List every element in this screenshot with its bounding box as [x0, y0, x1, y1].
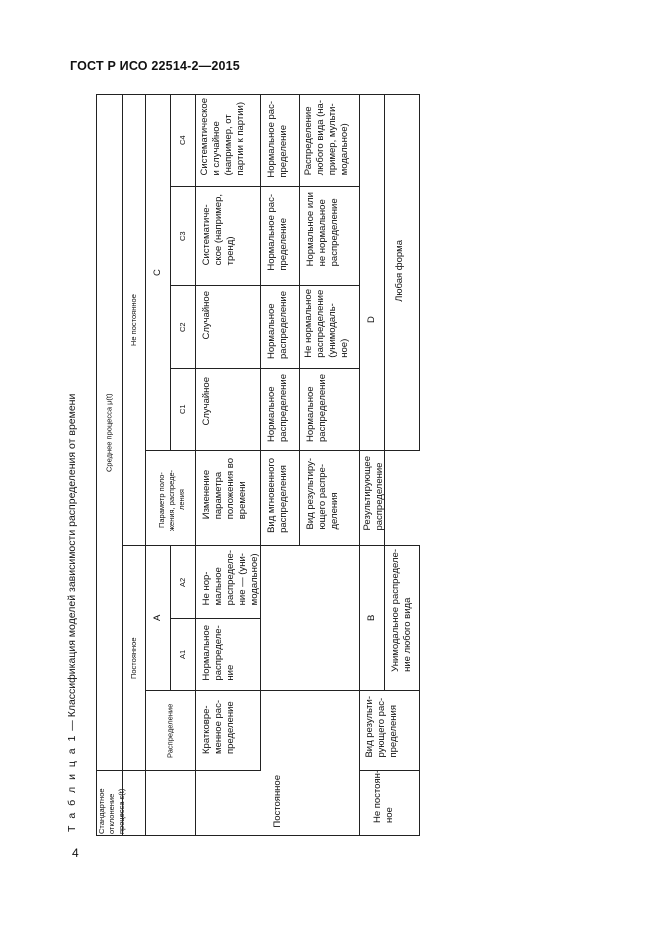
- mean-header: Среднее процесса μ(t): [104, 393, 114, 472]
- not-constant-header: Не постоянное: [129, 294, 138, 346]
- a1-short-value: Нормальное распределе- ние: [201, 625, 236, 681]
- c1-label: C1: [178, 404, 187, 415]
- short-term-label: Кратковре- менное рас- пределение: [201, 700, 236, 754]
- c3-result-value: Нормальное или не нормальное распределение: [305, 192, 340, 267]
- group-a-label: A: [152, 614, 163, 622]
- b-result-value: Унимодальное распределе- ние любого вида: [390, 549, 413, 672]
- c1-result-value: Нормальное распределение: [305, 374, 328, 442]
- c2-inst-value: Нормальное распределение: [266, 291, 289, 359]
- c2-result-value: Не нормальное распределение (унимодаль- ное): [303, 289, 350, 358]
- row-constant-label: Постоянное: [272, 775, 283, 828]
- table-caption: [66, 96, 90, 832]
- distribution-header: Распределение: [165, 703, 175, 758]
- a2-short-value: Не нор- мальное распределе- ние — (уни- модальное): [201, 550, 260, 606]
- cell-std-empty-3: [145, 770, 196, 836]
- c3-change-value: Систематиче- ское (например, тренд): [201, 194, 236, 266]
- c4-label: C4: [178, 135, 187, 146]
- c4-result-value: Распределение любого вида (на- пример, мульти- модальное): [303, 100, 350, 176]
- c2-label: C2: [178, 322, 187, 332]
- d-result-value: Любая форма: [394, 240, 405, 302]
- c3-inst-value: Нормальное рас- пределение: [266, 194, 289, 271]
- c2-change-value: Случайное: [201, 291, 212, 340]
- c1-inst-value: Нормальное распределение: [266, 374, 289, 442]
- cell-std-empty-2: [122, 770, 146, 836]
- c4-inst-value: Нормальное рас- пределение: [266, 101, 289, 178]
- c1-change-value: Случайное: [201, 377, 212, 426]
- table-caption-text: — Классификация моделей зависимости распределения от времени: [66, 393, 78, 734]
- d-result-label: Результирующее распределение: [362, 456, 385, 531]
- a2-label: A2: [178, 577, 187, 587]
- page-number: 4: [72, 846, 79, 860]
- group-c-label: C: [152, 269, 163, 276]
- std-dev-header: Стандартное отклонение процесса s(t): [97, 788, 126, 834]
- inst-dist-label: Вид мгновенного распределения: [266, 458, 289, 533]
- result-dist-label: Вид результиру- ющего распре- деления: [305, 458, 340, 530]
- location-param-header: Параметр поло- жения, распреде- ления: [157, 469, 186, 531]
- document-header: ГОСТ Р ИСО 22514-2—2015: [70, 59, 240, 73]
- group-b-label: B: [366, 614, 377, 622]
- loc-change-label: Изменение параметра положения во времени: [201, 458, 248, 520]
- constant-header: Постоянное: [129, 637, 138, 679]
- group-d-label: D: [366, 316, 377, 324]
- row-not-constant-label: Не постоян- ное: [372, 770, 395, 824]
- a1-label: A1: [178, 649, 187, 660]
- c4-change-value: Систематическое и случайное (например, от партии к партии): [199, 98, 246, 176]
- c3-label: C3: [178, 231, 187, 241]
- table-caption-label: Т а б л и ц а 1: [66, 733, 78, 832]
- cell-a-block-empty: [260, 545, 360, 691]
- b-result-label: Вид результи- рующего рас- пределения: [364, 696, 399, 758]
